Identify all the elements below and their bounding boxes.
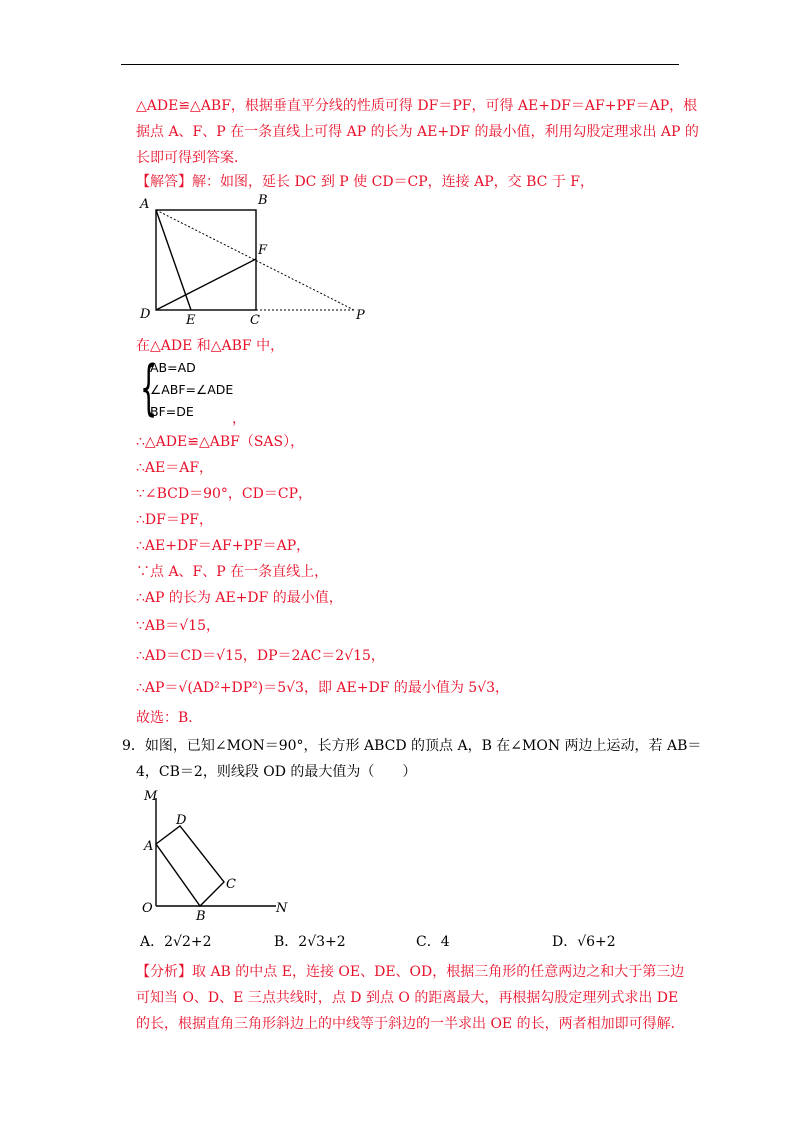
text-line: ∵∠BCD＝90°，CD＝CP， xyxy=(136,486,313,502)
label-c: C xyxy=(250,313,260,328)
analysis-text: 【分析】取 AB 的中点 E，连接 OE、DE、OD，根据三角形的任意两边之和大于第三边 xyxy=(136,964,685,980)
label-o: O xyxy=(142,901,153,916)
option-c[interactable]: C．4 xyxy=(416,934,450,950)
analysis-text: 可知当 O、D、E 三点共线时，点 D 到点 O 的距离最大，再根据勾股定理列式求出 DE xyxy=(136,990,679,1006)
text-line: ∴△ADE≌△ABF（SAS）， xyxy=(136,434,305,450)
text-line: ∴AP 的长为 AE+DF 的最小值， xyxy=(136,590,343,606)
figure-square-diagram xyxy=(136,192,376,332)
label-b: B xyxy=(258,193,268,208)
system-comma: ， xyxy=(232,411,246,427)
label-a: A xyxy=(140,197,150,212)
text-line: ∴AP＝√(AD²+DP²)＝5√3，即 AE+DF 的最小值为 5√3， xyxy=(136,680,510,696)
header-rule xyxy=(121,64,679,65)
text-line: △ADE≌△ABF，根据垂直平分线的性质可得 DF＝PF，可得 AE+DF＝AF+PF＝AP，根 xyxy=(136,98,698,114)
label-d2: D xyxy=(176,813,187,828)
label-e: E xyxy=(186,313,196,328)
text-line: ∴AD＝CD＝√15，DP＝2AC＝2√15， xyxy=(136,648,385,664)
text-line: ∵AB＝√15， xyxy=(136,618,221,634)
equation-system xyxy=(140,353,250,427)
figure-rectangle-diagram xyxy=(140,786,300,926)
label-m: M xyxy=(144,789,158,804)
system-row: BF=DE xyxy=(150,404,194,419)
question-text: 4，CB＝2，则线段 OD 的最大值为（ ） xyxy=(136,764,417,780)
label-p: P xyxy=(356,308,365,323)
label-a2: A xyxy=(144,839,154,854)
text-line: 故选：B． xyxy=(136,710,203,726)
left-brace-icon: { xyxy=(140,353,158,423)
label-b2: B xyxy=(196,909,206,924)
system-row: ∠ABF=∠ADE xyxy=(150,382,234,397)
text-line: 在△ADE 和△ABF 中， xyxy=(136,338,285,354)
text-line: 据点 A、F、P 在一条直线上可得 AP 的长为 AE+DF 的最小值，利用勾股定理求出 AP 的 xyxy=(136,124,699,140)
system-row: AB=AD xyxy=(150,360,196,375)
question-text: 9．如图，已知∠MON＝90°，长方形 ABCD 的顶点 A，B 在∠MON 两边上运动，若 AB＝ xyxy=(122,738,702,754)
text-line: ∵点 A、F、P 在一条直线上， xyxy=(136,564,329,580)
label-f: F xyxy=(258,243,268,258)
solution-heading: 【解答】解：如图，延长 DC 到 P 使 CD＝CP，连接 AP，交 BC 于 F， xyxy=(136,174,594,190)
option-d[interactable]: D．√6+2 xyxy=(552,934,616,950)
label-c2: C xyxy=(226,877,236,892)
option-a[interactable]: A．2√2+2 xyxy=(140,934,212,950)
option-b[interactable]: B．2√3+2 xyxy=(274,934,346,950)
analysis-text: 的长，根据直角三角形斜边上的中线等于斜边的一半求出 OE 的长，两者相加即可得解． xyxy=(136,1016,685,1032)
text-line: ∴AE+DF＝AF+PF＝AP， xyxy=(136,538,311,554)
text-line: ∴AE＝AF， xyxy=(136,460,214,476)
label-n: N xyxy=(276,901,288,916)
text-line: 长即可得到答案． xyxy=(136,150,248,166)
text-line: ∴DF＝PF， xyxy=(136,512,213,528)
label-d: D xyxy=(140,307,151,322)
